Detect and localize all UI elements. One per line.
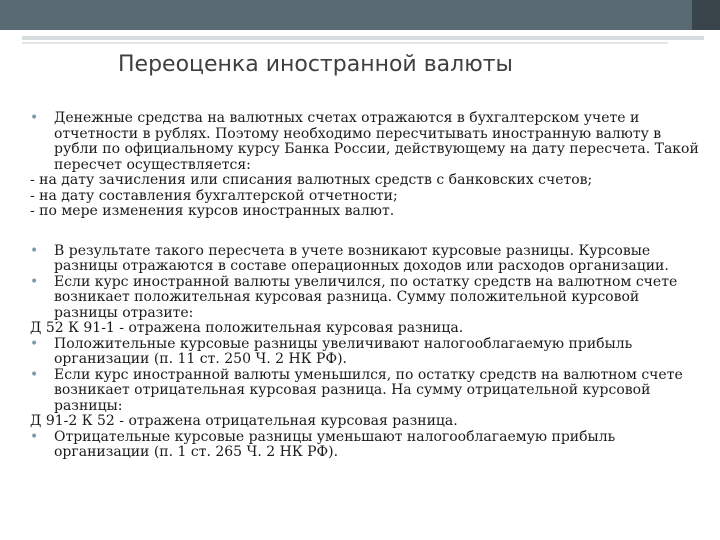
bullet-item [30, 430, 702, 461]
bullet-icon: • [30, 366, 39, 383]
header-rule [22, 36, 704, 40]
bullet-text: Если курс иностранной валюты уменьшился, по остатку средств на валютном счете возникает отрицательная курсовая разница. На сумму отрицательной курсовой разницы: [54, 366, 683, 414]
paragraph-group-1 [30, 111, 702, 220]
header-bar [0, 0, 720, 30]
bullet-icon: • [30, 110, 39, 126]
dash-line: - по мере изменения курсов иностранных валют. [30, 203, 395, 219]
header-accent-block [692, 0, 720, 30]
bullet-icon: • [30, 242, 39, 259]
accounting-entry: Д 52 К 91-1 - отражена положительная курсовая разница. [30, 320, 464, 336]
bullet-item [30, 368, 702, 415]
bullet-text: Если курс иностранной валюты увеличился, по остатку средств на валютном счете возникает положительная курсовая разница. Сумму положительной курсовой разницы отразите: [54, 273, 678, 321]
bullet-icon: • [30, 335, 39, 352]
bullet-text: Денежные средства на валютных счетах отражаются в бухгалтерском учете и отчетности в рублях. Поэтому необходимо пересчитывать иностранную валюту в рубли по официальному курсу Банка России, действующему на дату пересчета. Такой пересчет осуществляется: [54, 110, 699, 173]
bullet-text: Положительные курсовые разницы увеличивают налогооблагаемую прибыль организации (п. 11 ст. 250 Ч. 2 НК РФ). [54, 335, 633, 367]
bullet-item [30, 244, 702, 275]
accounting-entry: Д 91-2 К 52 - отражена отрицательная курсовая разница. [30, 413, 458, 429]
bullet-item [30, 111, 702, 173]
bullet-icon: • [30, 428, 39, 445]
slide-title: Переоценка иностранной валюты [118, 52, 513, 77]
bullet-text: Отрицательные курсовые разницы уменьшают налогооблагаемую прибыль организации (п. 1 ст. 265 Ч. 2 НК РФ). [54, 428, 616, 460]
dash-line: - на дату составления бухгалтерской отчетности; [30, 187, 398, 204]
bullet-item [30, 337, 702, 368]
slide-body [30, 111, 702, 461]
bullet-icon: • [30, 273, 39, 290]
paragraph-group-2 [30, 244, 702, 461]
bullet-text: В результате такого пересчета в учете возникают курсовые разницы. Курсовые разницы отражаются в составе операционных доходов или расходов организации. [54, 242, 669, 274]
bullet-item [30, 275, 702, 322]
header-rule-thin [22, 42, 668, 44]
dash-line: - на дату зачисления или списания валютных средств с банковских счетов; [30, 172, 593, 188]
